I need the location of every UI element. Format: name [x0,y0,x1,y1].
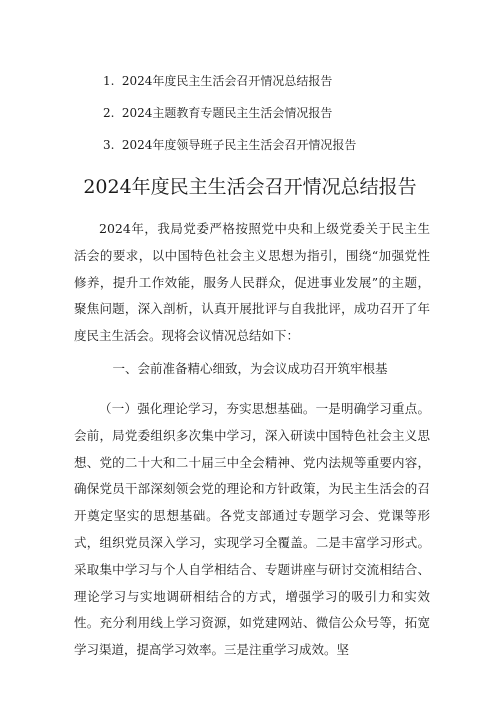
toc-item[interactable] [103,98,433,130]
toc-item-number: 3. [103,138,115,152]
toc-item[interactable] [103,130,433,162]
toc-item-number: 1. [103,74,115,88]
toc-item-text: 2024主题教育专题民主生活会情况报告 [121,106,333,120]
section-heading: 一、会前准备精心细致，为会议成功召开筑牢根基 [112,361,388,376]
body-paragraph: （一）强化理论学习，夯实思想基础。一是明确学习重点。会前，局党委组织多次集中学习，深入研读中国特色社会主义思想、党的二十大和二十届三中全会精神、党内法规等重要内容，确保党员干部深刻领会党的理论和方针政策，为民主生活会的召开奠定坚实的思想基础。各党支部通过专题学习会、党课等形式，组织党员深入学习，实现学习全覆盖。二是丰富学习形式。采取集中学习与个人自学相结合、专题讲座与研讨交流相结合、理论学习与实地调研相结合的方式，增强学习的吸引力和实效性。充分利用线上学习资源，如党建网站、微信公众号等，拓宽学习渠道，提高学习效率。三是注重学习成效。坚 [74,401,430,658]
document-title: 2024年度民主生活会召开情况总结报告 [83,176,417,198]
table-of-contents [103,66,433,162]
toc-item-text: 2024年度领导班子民主生活会召开情况报告 [121,138,357,152]
toc-item-text: 2024年度民主生活会召开情况总结报告 [121,74,333,88]
intro-paragraph: 2024年，我局党委严格按照党中央和上级党委关于民主生活会的要求，以中国特色社会主义思想为指引，围绕“加强党性修养，提升工作效能，服务人民群众，促进事业发展”的主题，聚焦问题，深入剖析，认真开展批评与自我批评，成功召开了年度民主生活会。现将会议情况总结如下： [74,221,430,344]
toc-item[interactable] [103,66,433,98]
toc-item-number: 2. [103,106,115,120]
